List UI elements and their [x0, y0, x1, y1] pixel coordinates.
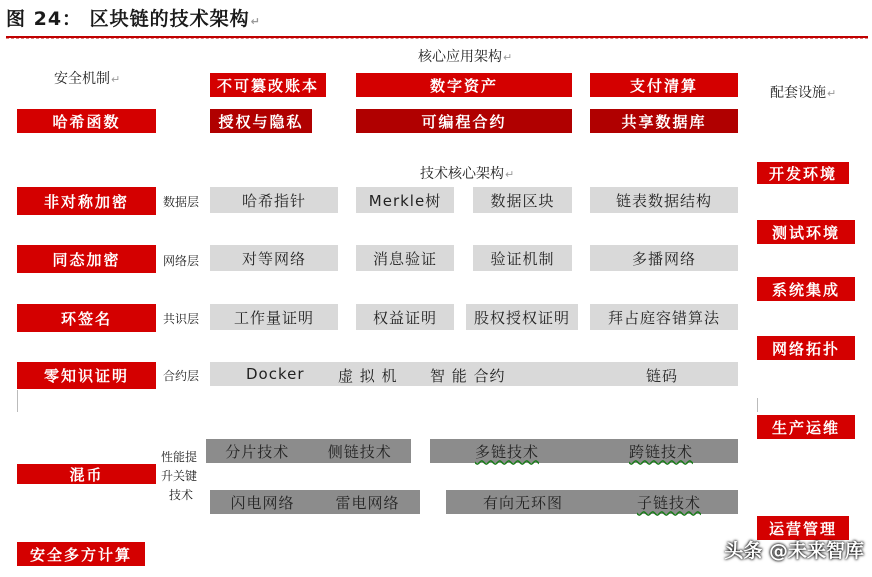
security-ring-signature: 环签名	[17, 304, 156, 332]
perf-sharding: 分片技术	[225, 442, 290, 461]
contract-layer-smart-contract: 智 能 合约	[430, 367, 506, 385]
figure-title	[6, 4, 261, 34]
return-mark-icon: ↵	[250, 15, 261, 28]
data-layer-merkle-tree: Merkle树	[356, 187, 454, 213]
support-operations-management: 运营管理	[757, 516, 849, 540]
title-divider-dashed	[6, 38, 868, 39]
network-layer-verify-mechanism: 验证机制	[473, 245, 572, 271]
perf-subchain: 子链技术	[636, 493, 701, 512]
perf-row2-left-bar	[210, 490, 420, 514]
app-architecture-heading: 核心应用架构↵	[418, 49, 513, 65]
perf-multichain: 多链技术	[474, 442, 539, 461]
perf-lightning-network: 闪电网络	[230, 493, 295, 512]
contract-layer-chaincode: 链码	[646, 367, 679, 385]
app-immutable-ledger: 不可篡改账本	[210, 73, 326, 97]
perf-dag: 有向无环图	[482, 493, 563, 512]
app-shared-database: 共享数据库	[590, 109, 738, 133]
support-production-ops: 生产运维	[757, 415, 855, 439]
data-layer-data-block: 数据区块	[473, 187, 572, 213]
perf-sidechain: 侧链技术	[327, 442, 392, 461]
security-asymmetric-encryption: 非对称加密	[17, 187, 156, 215]
left-column-guide	[17, 390, 18, 412]
layer-label-data: 数据层	[163, 195, 200, 209]
perf-row1-right-bar	[430, 439, 738, 463]
security-mechanism-label: 安全机制↵	[54, 71, 121, 87]
consensus-layer-pos: 权益证明	[356, 304, 454, 330]
layer-label-consensus: 共识层	[163, 312, 200, 326]
network-layer-multicast: 多播网络	[590, 245, 738, 271]
support-network-topology: 网络拓扑	[757, 336, 855, 360]
perf-crosschain: 跨链技术	[628, 442, 693, 461]
contract-layer-vm: 虚 拟 机	[338, 367, 398, 385]
layer-label-contract: 合约层	[163, 369, 200, 383]
right-column-guide	[757, 398, 758, 412]
performance-tech-label: 性能提 升关键 技术	[161, 450, 198, 502]
figure-title-text: 图 24： 区块链的技术架构	[6, 8, 250, 30]
security-homomorphic-encryption: 同态加密	[17, 245, 156, 273]
contract-layer-docker: Docker	[246, 365, 305, 383]
app-programmable-contract: 可编程合约	[356, 109, 572, 133]
security-zero-knowledge-proof: 零知识证明	[17, 362, 156, 389]
support-system-integration: 系统集成	[757, 277, 855, 301]
data-layer-hash-pointer: 哈希指针	[210, 187, 338, 213]
consensus-layer-dpos: 股权授权证明	[466, 304, 578, 330]
supporting-facilities-label: 配套设施↵	[770, 85, 837, 101]
security-coin-mixing: 混币	[17, 464, 156, 484]
network-layer-p2p: 对等网络	[210, 245, 338, 271]
perf-row2-right-bar	[446, 490, 738, 514]
support-test-env: 测试环境	[757, 220, 855, 244]
watermark: 头条 @未来智库	[724, 540, 864, 562]
network-layer-message-verify: 消息验证	[356, 245, 454, 271]
tech-architecture-heading: 技术核心架构↵	[420, 166, 515, 182]
data-layer-linked-list: 链表数据结构	[590, 187, 738, 213]
security-hash-function: 哈希函数	[17, 109, 156, 133]
consensus-layer-pow: 工作量证明	[210, 304, 338, 330]
security-multi-party-computation: 安全多方计算	[17, 542, 145, 566]
app-payment-clearing: 支付清算	[590, 73, 738, 97]
consensus-layer-bft: 拜占庭容错算法	[590, 304, 738, 330]
app-digital-assets: 数字资产	[356, 73, 572, 97]
layer-label-network: 网络层	[163, 254, 200, 268]
perf-raiden-network: 雷电网络	[335, 493, 400, 512]
support-dev-env: 开发环境	[757, 162, 849, 184]
app-authorization-privacy: 授权与隐私	[210, 109, 312, 133]
perf-row1-left-bar	[206, 439, 411, 463]
